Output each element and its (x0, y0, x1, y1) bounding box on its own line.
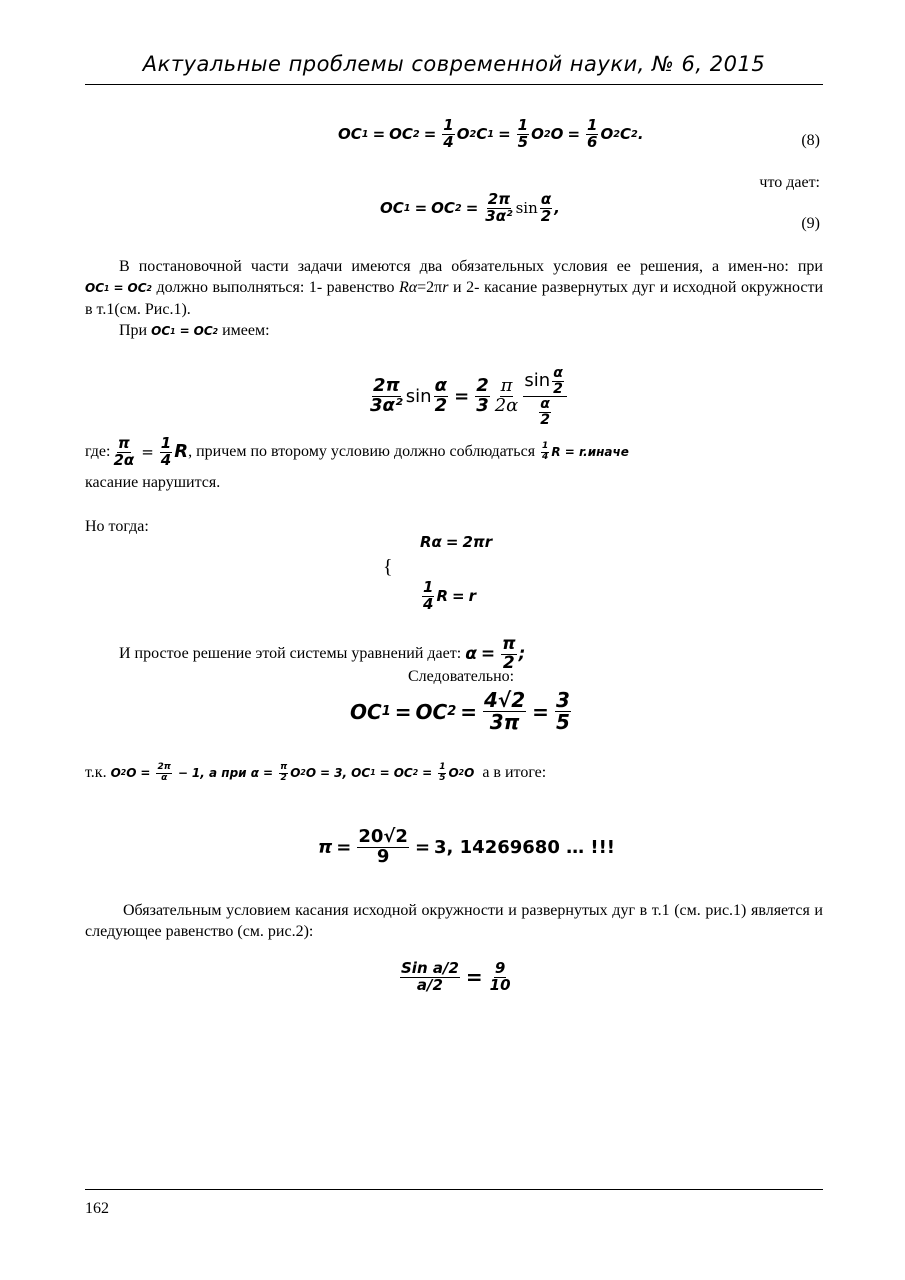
header-rule (85, 84, 823, 85)
paragraph-when: При OC 1 = OC 2 имеем: (119, 322, 270, 339)
page-number: 162 (85, 1200, 109, 1217)
equation-9: OC 1 = OC 2 = $\frac{2\pi}{\text{3α²}}$ sin $\frac{\alpha}{2}$ , (380, 190, 560, 225)
paragraph-since-lead: т.к. (85, 764, 107, 781)
paragraph-since: т.к. O 2 O = $\frac{2\pi}{\alpha}$ − 1, а при α = $\frac{\pi}{2}$ O 2 O = 3, OC 1 = OC 2 = $\frac{1}{5}$ O 2 O а в итоге: (85, 762, 547, 783)
equation-system: Rα = 2πr { $\frac{1}{4}$ R = r (383, 533, 493, 613)
equation-oc-result: OC 1 = OC 2 = $\frac{4√2}{3\pi}$ = $\frac{3}{5}$ (350, 688, 570, 734)
paragraph-conditions-text-c: и 2- касание развернутых дуг и исходной окружности в т.1(см. Рис.1). (85, 279, 824, 318)
paragraph-solution-text: И простое решение этой системы уравнений дает: (119, 645, 462, 663)
equation-pi-result: π = $\frac{20√2}{9}$ = 3, 14269680 … !!! (318, 826, 616, 867)
equation-equality: $\frac{2\pi}{\text{3α²}}$ sin $\frac{\alpha}{2}$ = $\frac{2}{3}$ $\frac{\pi}{2\alpha}$ sin $\frac{\alpha}{2}$ $\frac{\alpha}{2}$ (367, 366, 569, 428)
equation-sin-ratio: $\frac{\text{Sin a/2}}{a/2}$ = $\frac{9}{10}$ (401, 959, 511, 994)
journal-header: Актуальные проблемы современной науки, № 6, 2015 (142, 52, 766, 76)
paragraph-when-lead: При (119, 322, 148, 339)
paragraph-solution: И простое решение этой системы уравнений дает: α = $\frac{\pi}{2}$ ; (119, 634, 526, 673)
paragraph-then: Но тогда: (85, 518, 149, 535)
equation-8-number: (8) (801, 132, 820, 149)
paragraph-tangency (85, 900, 823, 942)
paragraph-conditions-text-b: должно выполняться: 1- равенство (156, 279, 395, 296)
paragraph-where-lead: где: (85, 443, 111, 460)
paragraph-where-end (85, 472, 823, 493)
paragraph-conditions: В постановочной части задачи имеются два обязательных условия ее решения, а имен-но: при OC 1 = OC 2 должно выполняться: 1- равенство Rα=2πr и 2- касание развернутых дуг и исходной окружности в т.1(см. Рис.1). (85, 258, 824, 318)
paragraph-where-text-a: , причем по второму условию должно соблюдаться (188, 443, 536, 460)
paragraph-conditions-text-a: В постановочной части задачи имеются два обязательных условия ее решения, а имен-но: при (119, 258, 823, 275)
paragraph-when-tail: имеем: (222, 322, 270, 339)
paragraph-where: где: $\frac{\pi}{2\alpha}$ = $\frac{1}{4}$ R , причем по второму условию должно соблюдаться $\frac{1}{4}$ R = r.иначе (85, 434, 629, 469)
equation-9-number: (9) (801, 215, 820, 232)
paragraph-consequently: Следовательно: (408, 668, 515, 685)
paragraph-since-tail: а в итоге: (482, 764, 547, 781)
eq9-lead-text: что дает: (759, 174, 820, 191)
paragraph-where-text-b: касание нарушится. (85, 474, 221, 491)
footer-rule (85, 1189, 823, 1190)
equation-8: OC 1 = OC 2 = $\frac{1}{4}$ O 2 C 1 = $\frac{1}{5}$ O 2 O = $\frac{1}{6}$ O 2 C 2 . (338, 116, 644, 151)
paragraph-tangency-text: Обязательным условием касания исходной окружности и развернутых дуг в т.1 (см. рис.1) является и следующее равенство (см. рис.2): (85, 902, 823, 940)
